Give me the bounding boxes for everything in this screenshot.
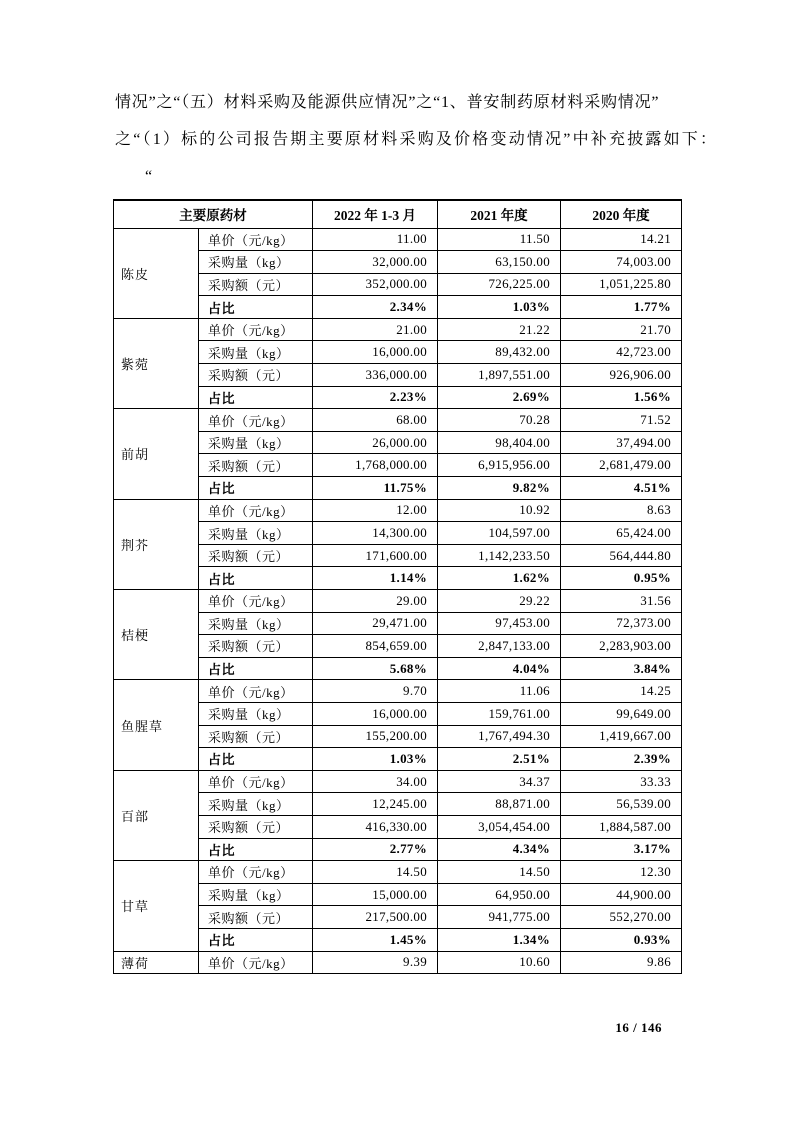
metric-label-cell: 单价（元/kg） [199, 409, 313, 432]
table-row [114, 725, 682, 748]
metric-label-cell: 采购额（元） [199, 635, 313, 658]
value-cell: 37,494.00 [561, 431, 682, 454]
metric-label-cell: 采购额（元） [199, 725, 313, 748]
value-cell: 33.33 [561, 770, 682, 793]
table-row [114, 454, 682, 477]
value-cell: 6,915,956.00 [438, 454, 561, 477]
intro-line-2: 之“（1）标的公司报告期主要原材料采购及价格变动情况”中补充披露如下： [115, 131, 719, 148]
table-row [114, 477, 682, 500]
value-cell: 4.04% [438, 657, 561, 680]
value-cell: 29,471.00 [313, 612, 438, 635]
value-cell: 1,419,667.00 [561, 725, 682, 748]
value-cell: 2.69% [438, 386, 561, 409]
table-row [114, 883, 682, 906]
value-cell: 32,000.00 [313, 251, 438, 274]
metric-label-cell: 采购量（kg） [199, 431, 313, 454]
value-cell: 1.77% [561, 296, 682, 319]
material-name-cell: 薄荷 [114, 951, 199, 974]
value-cell: 21.70 [561, 318, 682, 341]
metric-label-cell: 占比 [199, 838, 313, 861]
value-cell: 12.00 [313, 499, 438, 522]
table-row [114, 386, 682, 409]
table-row [114, 364, 682, 387]
value-cell: 44,900.00 [561, 883, 682, 906]
value-cell: 926,906.00 [561, 364, 682, 387]
value-cell: 2,681,479.00 [561, 454, 682, 477]
material-name-cell: 甘草 [114, 861, 199, 951]
value-cell: 1.03% [438, 296, 561, 319]
metric-label-cell: 采购额（元） [199, 906, 313, 929]
metric-label-cell: 采购额（元） [199, 273, 313, 296]
metric-label-cell: 单价（元/kg） [199, 680, 313, 703]
metric-label-cell: 采购额（元） [199, 454, 313, 477]
metric-label-cell: 占比 [199, 567, 313, 590]
metric-label-cell: 单价（元/kg） [199, 770, 313, 793]
value-cell: 1,051,225.80 [561, 273, 682, 296]
metric-label-cell: 单价（元/kg） [199, 590, 313, 613]
value-cell: 29.22 [438, 590, 561, 613]
value-cell: 29.00 [313, 590, 438, 613]
value-cell: 16,000.00 [313, 702, 438, 725]
value-cell: 2,847,133.00 [438, 635, 561, 658]
value-cell: 14.50 [438, 861, 561, 884]
value-cell: 63,150.00 [438, 251, 561, 274]
value-cell: 16,000.00 [313, 341, 438, 364]
table-row [114, 861, 682, 884]
table-row [114, 273, 682, 296]
value-cell: 72,373.00 [561, 612, 682, 635]
value-cell: 552,270.00 [561, 906, 682, 929]
value-cell: 2,283,903.00 [561, 635, 682, 658]
table-row [114, 296, 682, 319]
value-cell: 564,444.80 [561, 544, 682, 567]
header-period-2020: 2020 年度 [561, 200, 682, 228]
header-period-2022: 2022 年 1-3 月 [313, 200, 438, 228]
table-row [114, 431, 682, 454]
value-cell: 2.39% [561, 748, 682, 771]
value-cell: 9.39 [313, 951, 438, 974]
table-row [114, 612, 682, 635]
value-cell: 14.21 [561, 228, 682, 251]
value-cell: 854,659.00 [313, 635, 438, 658]
value-cell: 1.45% [313, 928, 438, 951]
material-name-cell: 陈皮 [114, 228, 199, 318]
table-header-row [114, 200, 682, 228]
value-cell: 68.00 [313, 409, 438, 432]
table-row [114, 567, 682, 590]
value-cell: 1,897,551.00 [438, 364, 561, 387]
value-cell: 171,600.00 [313, 544, 438, 567]
value-cell: 159,761.00 [438, 702, 561, 725]
material-name-cell: 鱼腥草 [114, 680, 199, 770]
table-row [114, 680, 682, 703]
value-cell: 416,330.00 [313, 815, 438, 838]
table-row [114, 318, 682, 341]
value-cell: 14.50 [313, 861, 438, 884]
metric-label-cell: 采购量（kg） [199, 793, 313, 816]
table-row [114, 951, 682, 974]
value-cell: 14,300.00 [313, 522, 438, 545]
value-cell: 1.14% [313, 567, 438, 590]
table-row [114, 838, 682, 861]
value-cell: 34.00 [313, 770, 438, 793]
value-cell: 1,768,000.00 [313, 454, 438, 477]
value-cell: 10.60 [438, 951, 561, 974]
metric-label-cell: 单价（元/kg） [199, 318, 313, 341]
value-cell: 89,432.00 [438, 341, 561, 364]
value-cell: 155,200.00 [313, 725, 438, 748]
material-name-cell: 桔梗 [114, 590, 199, 680]
value-cell: 88,871.00 [438, 793, 561, 816]
metric-label-cell: 采购额（元） [199, 364, 313, 387]
value-cell: 10.92 [438, 499, 561, 522]
value-cell: 8.63 [561, 499, 682, 522]
table-row [114, 228, 682, 251]
value-cell: 14.25 [561, 680, 682, 703]
metric-label-cell: 占比 [199, 657, 313, 680]
value-cell: 34.37 [438, 770, 561, 793]
table-row [114, 635, 682, 658]
table-row [114, 702, 682, 725]
metric-label-cell: 单价（元/kg） [199, 499, 313, 522]
metric-label-cell: 单价（元/kg） [199, 951, 313, 974]
metric-label-cell: 采购量（kg） [199, 883, 313, 906]
value-cell: 98,404.00 [438, 431, 561, 454]
opening-quote-mark: “ [145, 168, 153, 185]
value-cell: 3.84% [561, 657, 682, 680]
metric-label-cell: 采购量（kg） [199, 341, 313, 364]
value-cell: 1.03% [313, 748, 438, 771]
materials-table-body [114, 228, 682, 974]
value-cell: 0.93% [561, 928, 682, 951]
value-cell: 2.23% [313, 386, 438, 409]
value-cell: 65,424.00 [561, 522, 682, 545]
value-cell: 70.28 [438, 409, 561, 432]
table-row [114, 251, 682, 274]
value-cell: 726,225.00 [438, 273, 561, 296]
value-cell: 9.82% [438, 477, 561, 500]
metric-label-cell: 单价（元/kg） [199, 861, 313, 884]
value-cell: 11.06 [438, 680, 561, 703]
value-cell: 31.56 [561, 590, 682, 613]
value-cell: 217,500.00 [313, 906, 438, 929]
header-material-column: 主要原药材 [114, 200, 313, 228]
value-cell: 0.95% [561, 567, 682, 590]
metric-label-cell: 占比 [199, 928, 313, 951]
value-cell: 2.51% [438, 748, 561, 771]
table-row [114, 544, 682, 567]
metric-label-cell: 占比 [199, 296, 313, 319]
table-row [114, 522, 682, 545]
value-cell: 3,054,454.00 [438, 815, 561, 838]
table-row [114, 748, 682, 771]
intro-line-1: 情况”之“（五）材料采购及能源供应情况”之“1、普安制药原材料采购情况” [115, 94, 660, 111]
table-row [114, 928, 682, 951]
metric-label-cell: 采购量（kg） [199, 702, 313, 725]
value-cell: 1.34% [438, 928, 561, 951]
metric-label-cell: 占比 [199, 748, 313, 771]
value-cell: 1.62% [438, 567, 561, 590]
table-row [114, 906, 682, 929]
material-name-cell: 前胡 [114, 409, 199, 499]
page-number: 16 / 146 [615, 1020, 662, 1035]
value-cell: 4.51% [561, 477, 682, 500]
metric-label-cell: 单价（元/kg） [199, 228, 313, 251]
value-cell: 336,000.00 [313, 364, 438, 387]
metric-label-cell: 采购量（kg） [199, 522, 313, 545]
value-cell: 941,775.00 [438, 906, 561, 929]
metric-label-cell: 采购量（kg） [199, 612, 313, 635]
table-row [114, 590, 682, 613]
value-cell: 71.52 [561, 409, 682, 432]
value-cell: 11.00 [313, 228, 438, 251]
table-row [114, 499, 682, 522]
value-cell: 1,767,494.30 [438, 725, 561, 748]
table-row [114, 341, 682, 364]
table-row [114, 409, 682, 432]
value-cell: 56,539.00 [561, 793, 682, 816]
value-cell: 3.17% [561, 838, 682, 861]
value-cell: 12,245.00 [313, 793, 438, 816]
value-cell: 64,950.00 [438, 883, 561, 906]
material-name-cell: 紫菀 [114, 318, 199, 408]
table-row [114, 770, 682, 793]
value-cell: 42,723.00 [561, 341, 682, 364]
value-cell: 21.22 [438, 318, 561, 341]
value-cell: 5.68% [313, 657, 438, 680]
value-cell: 2.77% [313, 838, 438, 861]
value-cell: 21.00 [313, 318, 438, 341]
value-cell: 1.56% [561, 386, 682, 409]
intro-paragraph [115, 84, 719, 195]
value-cell: 9.70 [313, 680, 438, 703]
value-cell: 15,000.00 [313, 883, 438, 906]
material-name-cell: 荆芥 [114, 499, 199, 589]
metric-label-cell: 采购额（元） [199, 544, 313, 567]
value-cell: 74,003.00 [561, 251, 682, 274]
value-cell: 11.75% [313, 477, 438, 500]
value-cell: 12.30 [561, 861, 682, 884]
value-cell: 4.34% [438, 838, 561, 861]
value-cell: 2.34% [313, 296, 438, 319]
material-name-cell: 百部 [114, 770, 199, 860]
metric-label-cell: 采购量（kg） [199, 251, 313, 274]
value-cell: 104,597.00 [438, 522, 561, 545]
value-cell: 9.86 [561, 951, 682, 974]
metric-label-cell: 占比 [199, 477, 313, 500]
header-period-2021: 2021 年度 [438, 200, 561, 228]
value-cell: 97,453.00 [438, 612, 561, 635]
table-row [114, 657, 682, 680]
value-cell: 1,884,587.00 [561, 815, 682, 838]
table-row [114, 815, 682, 838]
metric-label-cell: 占比 [199, 386, 313, 409]
materials-procurement-table [113, 199, 682, 974]
value-cell: 99,649.00 [561, 702, 682, 725]
value-cell: 26,000.00 [313, 431, 438, 454]
value-cell: 1,142,233.50 [438, 544, 561, 567]
value-cell: 11.50 [438, 228, 561, 251]
value-cell: 352,000.00 [313, 273, 438, 296]
metric-label-cell: 采购额（元） [199, 815, 313, 838]
table-row [114, 793, 682, 816]
